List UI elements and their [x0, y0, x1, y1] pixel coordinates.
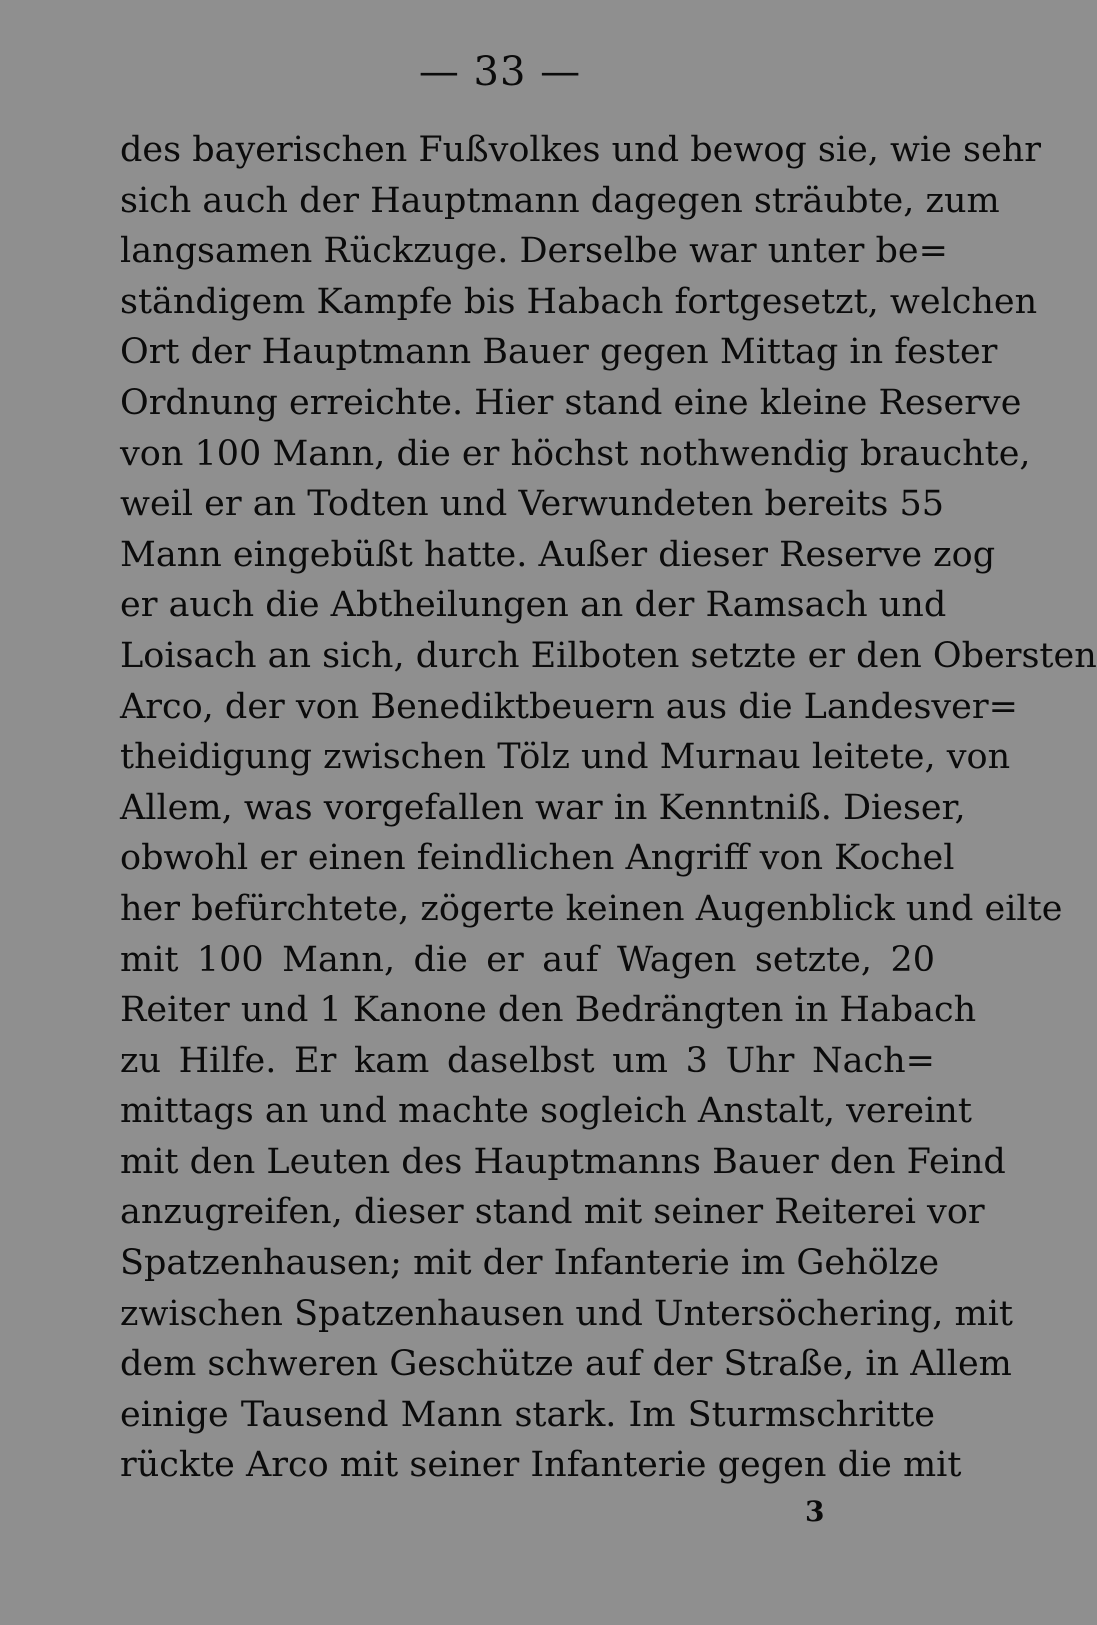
- text-line: ständigem Kampfe bis Habach fortgesetzt, welchen: [120, 281, 1038, 322]
- text-line: langsamen Rückzuge. Derselbe war unter be=: [120, 231, 948, 272]
- text-line: zwischen Spatzenhausen und Untersöchering, mit: [120, 1293, 1013, 1334]
- text-line: mittags an und machte sogleich Anstalt, vereint: [120, 1091, 972, 1132]
- text-line: er auch die Abtheilungen an der Ramsach und: [120, 585, 947, 626]
- text-line: dem schweren Geschütze auf der Straße, in Allem: [120, 1344, 1012, 1385]
- text-line: des bayerischen Fußvolkes und bewog sie, wie sehr: [120, 130, 1041, 170]
- text-line: Spatzenhausen; mit der Infanterie im Gehölze: [120, 1243, 940, 1284]
- text-line: mit den Leuten des Hauptmanns Bauer den Feind: [120, 1141, 1006, 1182]
- text-line: mit 100 Mann, die er auf Wagen setzte, 20: [120, 939, 935, 980]
- text-line: Ort der Hauptmann Bauer gegen Mittag in fester: [120, 332, 998, 373]
- text-line: her befürchtete, zögerte keinen Augenblick und eilte: [120, 888, 1063, 929]
- text-line: obwohl er einen feindlichen Angriff von Kochel: [120, 838, 955, 879]
- text-line: Reiter und 1 Kanone den Bedrängten in Habach: [120, 990, 977, 1031]
- text-line: weil er an Todten und Verwundeten bereits 55: [120, 484, 945, 525]
- text-line: Ordnung erreichte. Hier stand eine kleine Reserve: [120, 382, 1022, 423]
- body-text: [120, 125, 1097, 1491]
- text-line: Loisach an sich, durch Eilboten setzte er den Obersten: [120, 635, 1097, 676]
- page-number-header: — 33 —: [418, 49, 582, 95]
- text-line: rückte Arco mit seiner Infanterie gegen die mit: [120, 1445, 962, 1486]
- text-line: von 100 Mann, die er höchst nothwendig brauchte,: [120, 433, 1031, 474]
- signature-mark: 3: [805, 1495, 825, 1528]
- text-line: Mann eingebüßt hatte. Außer dieser Reserve zog: [120, 534, 996, 575]
- text-line: zu Hilfe. Er kam daselbst um 3 Uhr Nach=: [120, 1040, 935, 1081]
- text-line: einige Tausend Mann stark. Im Sturmschritte: [120, 1394, 935, 1435]
- text-line: anzugreifen, dieser stand mit seiner Reiterei vor: [120, 1192, 985, 1233]
- text-line: Arco, der von Benediktbeuern aus die Landesver=: [120, 686, 1018, 727]
- text-line: theidigung zwischen Tölz und Murnau leitete, von: [120, 737, 1011, 778]
- text-line: Allem, was vorgefallen war in Kenntniß. Dieser,: [120, 787, 966, 828]
- text-line: sich auch der Hauptmann dagegen sträubte, zum: [120, 180, 1000, 221]
